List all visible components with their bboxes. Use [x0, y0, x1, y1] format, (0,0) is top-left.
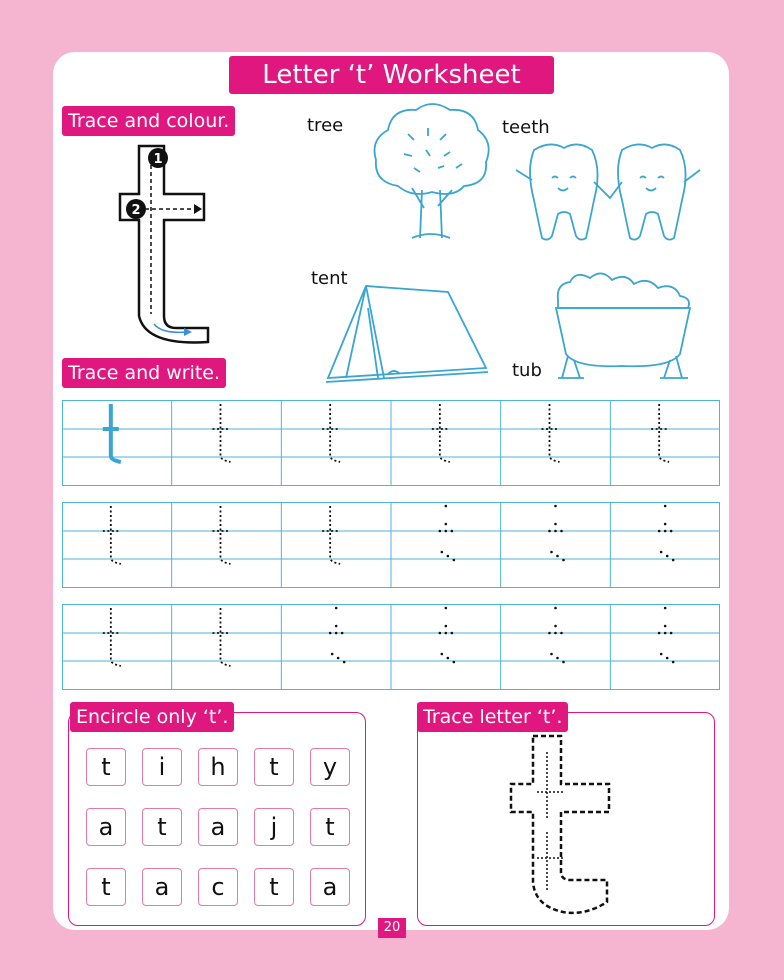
trace-letter-cell[interactable] — [658, 607, 675, 664]
encircle-letter[interactable]: j — [254, 808, 294, 846]
trace-letter-cell[interactable] — [103, 506, 121, 564]
trace-write-heading: Trace and write. — [62, 358, 226, 388]
stroke-number-1: 1 — [153, 152, 163, 167]
trace-letter-cell[interactable] — [548, 505, 565, 562]
trace-letter-cell[interactable] — [651, 404, 669, 462]
stroke-number-2: 2 — [131, 203, 141, 218]
trace-colour-heading: Trace and colour. — [62, 106, 235, 136]
trace-letter-cell[interactable] — [213, 608, 231, 666]
encircle-letter[interactable]: a — [310, 868, 350, 906]
teeth-icon — [510, 140, 710, 246]
tracing-row[interactable] — [62, 400, 720, 486]
trace-letter-cell[interactable] — [542, 404, 560, 462]
encircle-letter[interactable]: t — [86, 748, 126, 786]
encircle-letter[interactable]: t — [254, 868, 294, 906]
trace-letter-cell[interactable] — [322, 506, 340, 564]
word-tent: tent — [311, 268, 348, 289]
encircle-letter[interactable]: a — [198, 808, 238, 846]
encircle-letter[interactable]: a — [86, 808, 126, 846]
trace-letter-cell[interactable] — [329, 607, 346, 664]
tracing-row[interactable] — [62, 502, 720, 588]
encircle-letter[interactable]: c — [198, 868, 238, 906]
trace-letter-cell[interactable] — [432, 404, 450, 462]
trace-letter-cell[interactable] — [213, 506, 231, 564]
dashed-letter-t — [505, 732, 625, 918]
tent-icon — [322, 278, 492, 386]
page-title: Letter ‘t’ Worksheet — [229, 56, 554, 94]
big-letter-t-outline — [110, 138, 220, 350]
trace-letter-heading: Trace letter ‘t’. — [417, 702, 568, 732]
encircle-letter[interactable]: t — [254, 748, 294, 786]
encircle-letter[interactable]: t — [142, 808, 182, 846]
trace-letter-cell[interactable] — [103, 404, 121, 462]
trace-letter-cell[interactable] — [439, 607, 456, 664]
encircle-letter[interactable]: h — [198, 748, 238, 786]
encircle-letter[interactable]: i — [142, 748, 182, 786]
word-teeth: teeth — [502, 117, 550, 138]
tub-icon — [550, 268, 696, 386]
encircle-heading: Encircle only ‘t’. — [70, 702, 234, 732]
encircle-letter[interactable]: y — [310, 748, 350, 786]
word-tub: tub — [512, 360, 542, 381]
tracing-row[interactable] — [62, 604, 720, 690]
trace-letter-cell[interactable] — [213, 404, 231, 462]
trace-letter-cell[interactable] — [658, 505, 675, 562]
encircle-letter[interactable]: t — [310, 808, 350, 846]
trace-letter-cell[interactable] — [548, 607, 565, 664]
trace-letter-cell[interactable] — [322, 404, 340, 462]
trace-letter-cell[interactable] — [103, 608, 121, 666]
tree-icon — [368, 98, 496, 246]
word-tree: tree — [307, 115, 344, 136]
page-number: 20 — [378, 918, 406, 938]
encircle-letter[interactable]: t — [86, 868, 126, 906]
trace-letter-cell[interactable] — [439, 505, 456, 562]
encircle-letter[interactable]: a — [142, 868, 182, 906]
